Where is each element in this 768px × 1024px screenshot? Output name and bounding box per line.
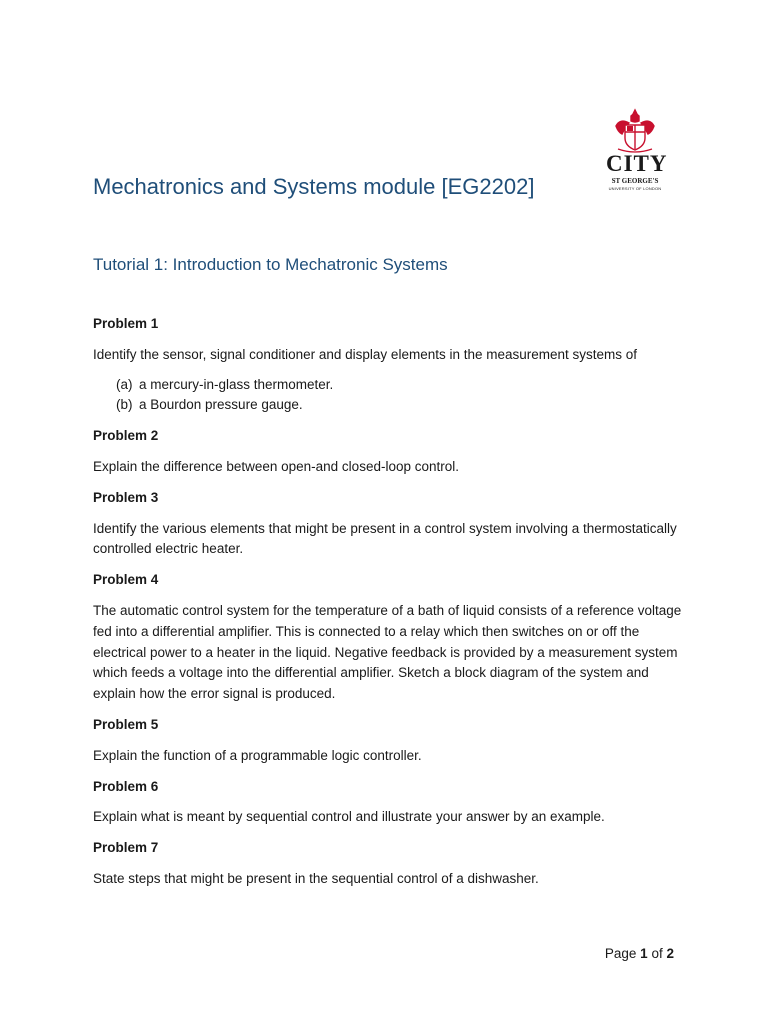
problem-heading: Problem 6 [93,778,159,794]
of-label: of [651,946,663,961]
problem-heading: Problem 7 [93,840,159,856]
problem-heading: Problem 5 [93,716,159,732]
problems-list [93,314,683,900]
list-item-text: a mercury-in-glass thermometer. [139,376,334,392]
problem-4 [93,570,683,705]
problem-1-sublist [93,375,683,417]
page-title: Mechatronics and Systems module [EG2202] [93,174,535,199]
logo-wordmark-university: UNIVERSITY OF LONDON [608,186,662,191]
tutorial-subtitle: Tutorial 1: Introduction to Mechatronic Systems [93,255,448,274]
problem-5 [93,715,683,767]
problem-2 [93,426,683,478]
problem-7 [93,838,683,890]
problem-heading: Problem 1 [93,316,159,331]
list-marker: (a) [116,376,133,392]
problem-text: Explain the function of a programmable logic controller. [93,747,422,763]
problem-1 [93,314,683,416]
problem-text: State steps that might be present in the sequential control of a dishwasher. [93,870,539,886]
problem-3 [93,488,683,560]
logo-wordmark-st-georges: ST GEORGE'S [611,177,659,185]
problem-heading: Problem 4 [93,572,159,588]
list-item [116,395,683,416]
problem-text: Identify the various elements that might be present in a control system involving a thermostatically controlled electric heater. [93,520,677,557]
problem-text: The automatic control system for the temperature of a bath of liquid consists of a reference voltage fed into a differential amplifier. This is connected to a relay which then switches on or off the electrical power to a heater in the liquid. Negative feedback is provided by a measurement system which feeds a voltage into the differential amplifier. Sketch a block diagram of the system and explain how the error signal is produced. [93,602,682,702]
logo-wordmark-city: CITY [606,151,668,176]
list-item-text: a Bourdon pressure gauge. [139,397,303,413]
problem-heading: Problem 2 [93,428,159,444]
page-number [605,944,674,964]
current-page: 1 [640,946,648,961]
problem-text: Identify the sensor, signal conditioner and display elements in the measurement systems of [93,346,638,362]
total-pages: 2 [666,946,674,961]
list-marker: (b) [116,397,133,413]
page-label: Page [604,946,637,961]
problem-text: Explain the difference between open-and closed-loop control. [93,458,459,474]
problem-text: Explain what is meant by sequential control and illustrate your answer by an example. [93,809,605,825]
problem-6 [93,777,683,829]
list-item [116,375,683,396]
problem-heading: Problem 3 [93,489,159,505]
